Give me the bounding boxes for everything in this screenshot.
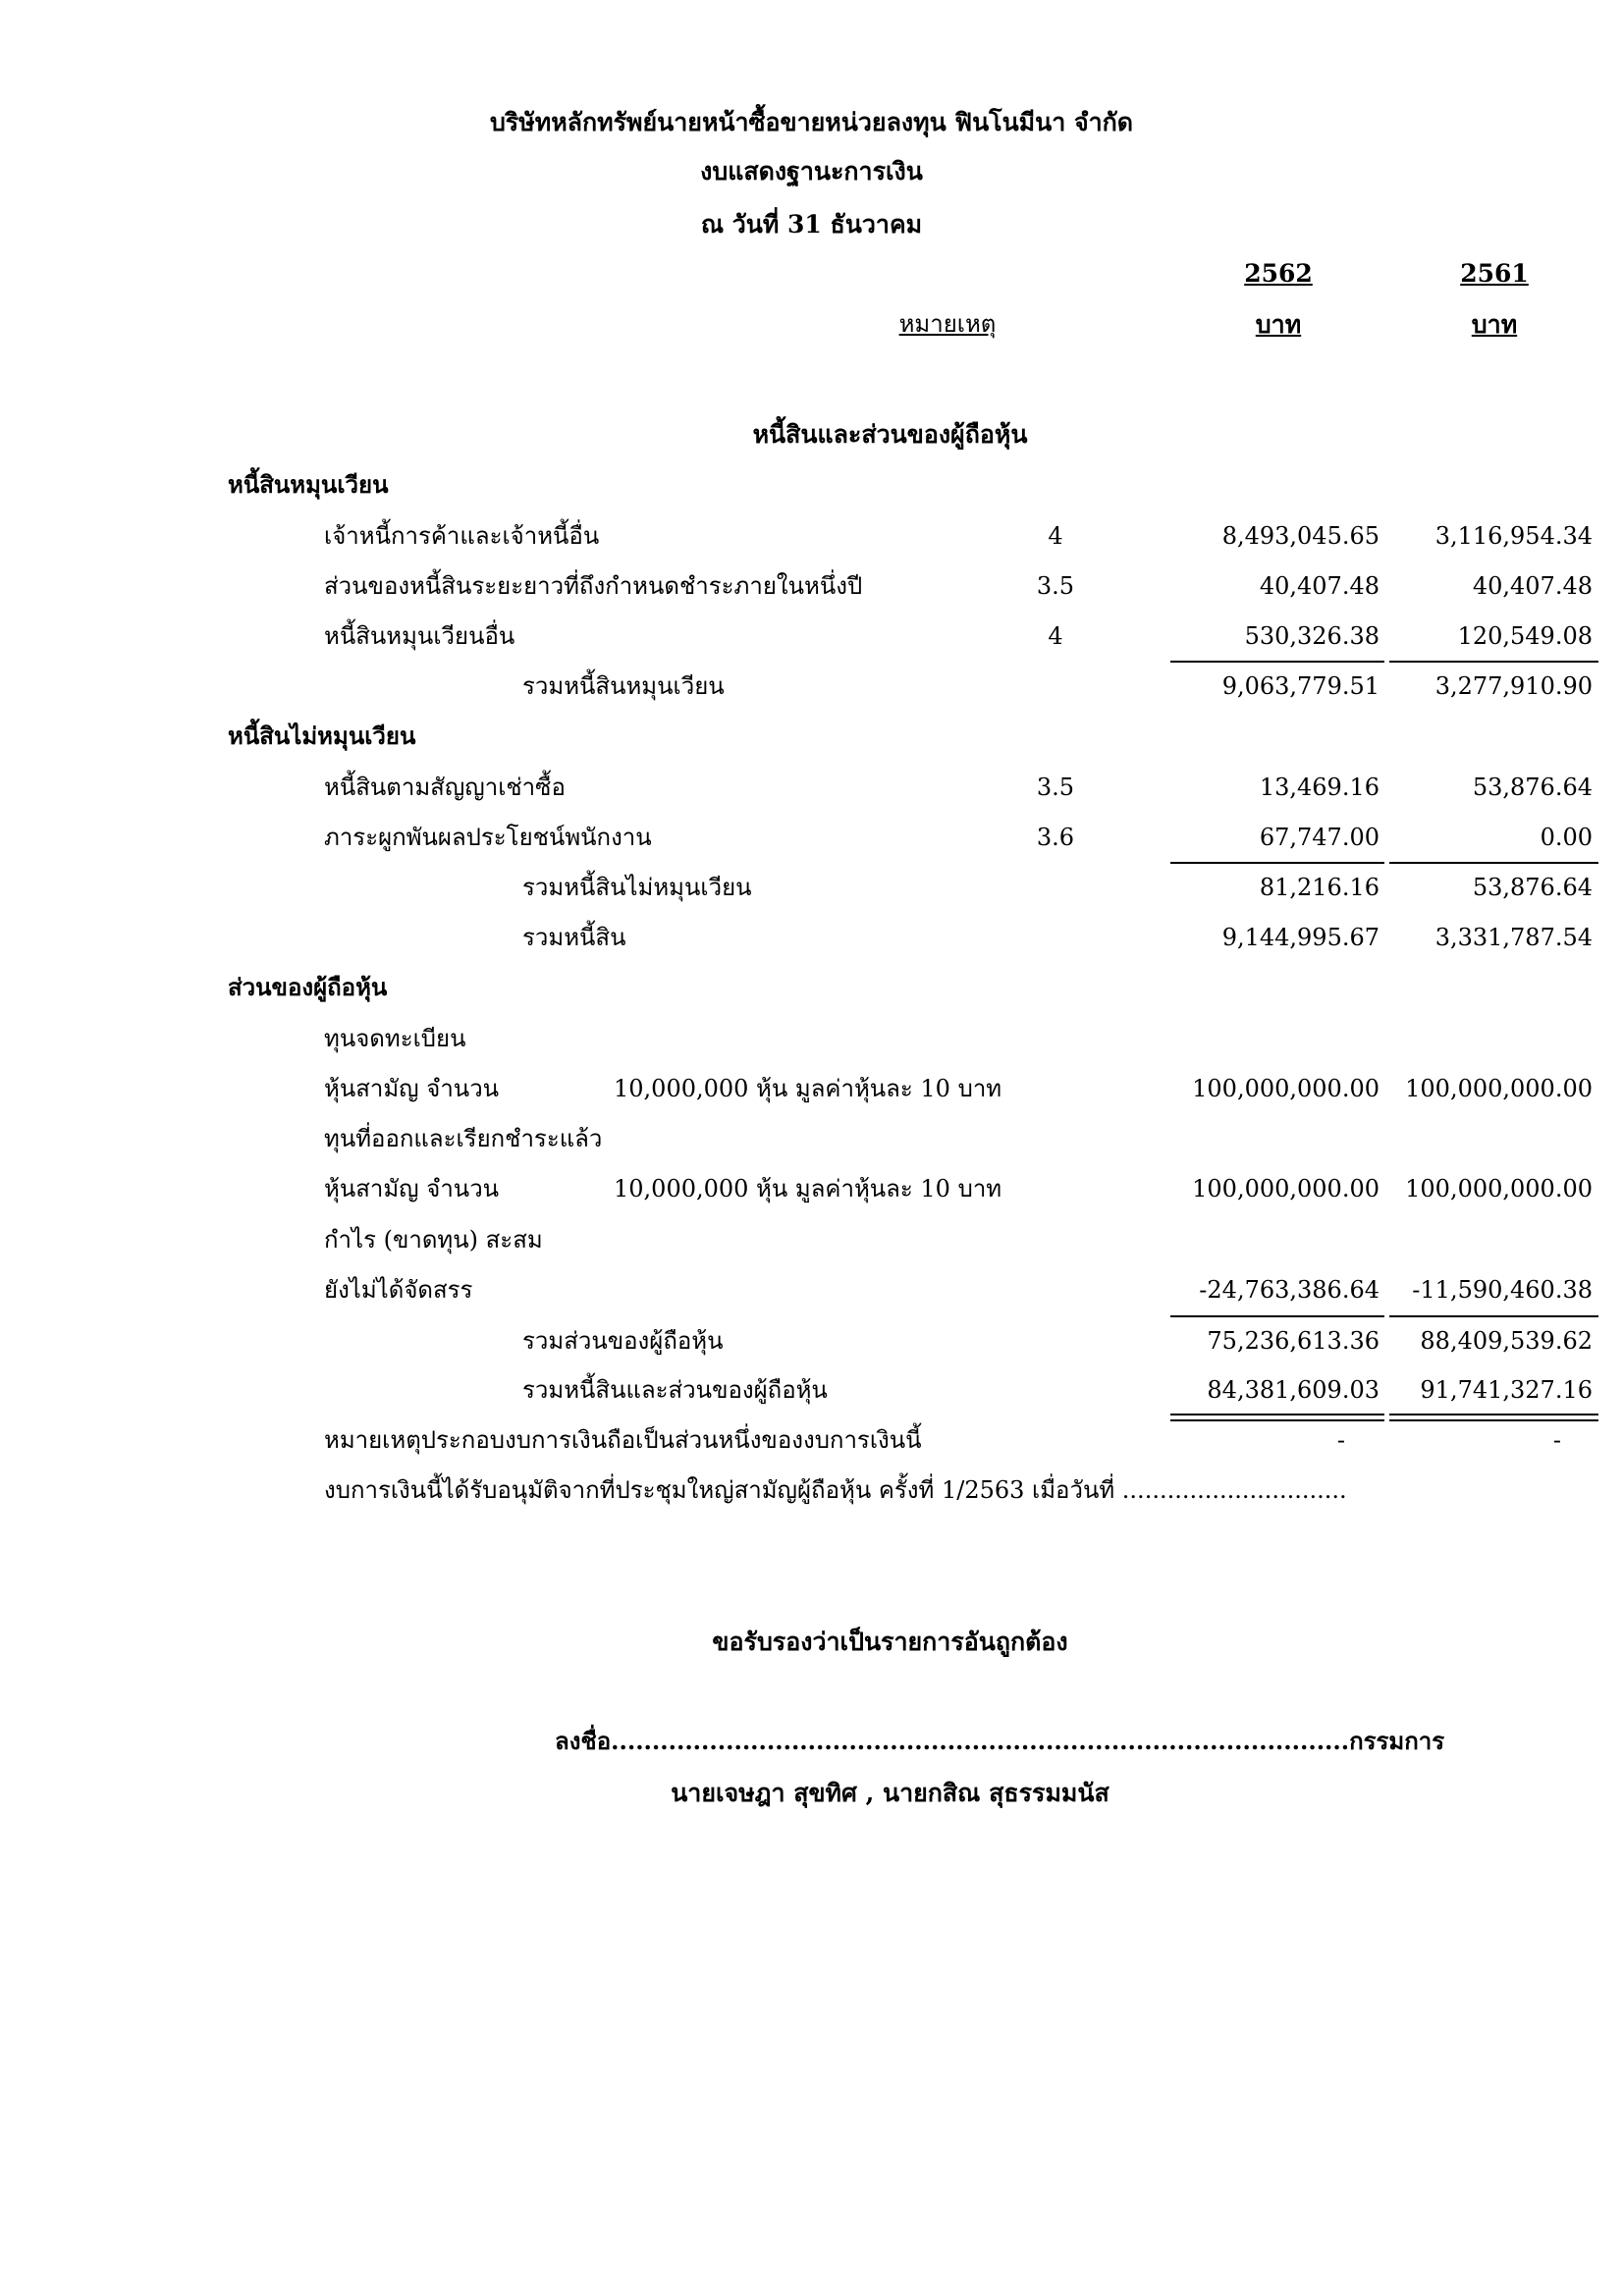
reg-shares-label: หุ้นสามัญ จำนวน bbox=[324, 1075, 500, 1102]
row-label: หนี้สินตามสัญญาเช่าซื้อ bbox=[324, 774, 566, 801]
year-2561-header: 2561 bbox=[1460, 259, 1529, 288]
footnote-2562: - bbox=[1336, 1426, 1345, 1454]
total-noncurrent-2561: 53,876.64 bbox=[1472, 874, 1593, 901]
paid-shares-2562: 100,000,000.00 bbox=[1192, 1175, 1380, 1202]
footnote-text: หมายเหตุประกอบงบการเงินถือเป็นส่วนหนึ่งของงบการเงินนี้ bbox=[324, 1426, 922, 1454]
signers-names: นายเจษฎา สุขทิศ , นายกสิณ สุธรรมมนัส bbox=[671, 1779, 1109, 1807]
value-2562: 8,493,045.65 bbox=[1221, 522, 1380, 550]
unappropriated-label: ยังไม่ได้จัดสรร bbox=[324, 1276, 473, 1304]
row-note: 3.5 bbox=[1036, 572, 1075, 600]
total-noncurrent-label: รวมหนี้สินไม่หมุนเวียน bbox=[522, 874, 752, 901]
equity-heading: ส่วนของผู้ถือหุ้น bbox=[228, 973, 388, 1001]
total-equity-2561: 88,409,539.62 bbox=[1420, 1327, 1593, 1355]
grand-total-label: รวมหนี้สินและส่วนของผู้ถือหุ้น bbox=[522, 1376, 828, 1404]
row-note: 3.5 bbox=[1036, 774, 1075, 801]
row-note: 3.6 bbox=[1036, 824, 1075, 851]
value-2562: 67,747.00 bbox=[1259, 824, 1380, 851]
paid-shares-2561: 100,000,000.00 bbox=[1405, 1175, 1593, 1202]
unappropriated-2562: -24,763,386.64 bbox=[1199, 1276, 1380, 1304]
value-2561: 3,116,954.34 bbox=[1434, 522, 1593, 550]
subtotal-rule bbox=[1170, 661, 1384, 663]
paid-shares-label: หุ้นสามัญ จำนวน bbox=[324, 1175, 500, 1202]
row-label: ภาระผูกพันผลประโยชน์พนักงาน bbox=[324, 824, 652, 851]
subtotal-rule bbox=[1389, 661, 1598, 663]
total-current-2562: 9,063,779.51 bbox=[1221, 672, 1380, 700]
value-2562: 40,407.48 bbox=[1259, 572, 1380, 600]
value-2561: 53,876.64 bbox=[1472, 774, 1593, 801]
total-liabilities-2561: 3,331,787.54 bbox=[1434, 924, 1593, 951]
total-current-label: รวมหนี้สินหมุนเวียน bbox=[522, 672, 725, 700]
row-label: หนี้สินหมุนเวียนอื่น bbox=[324, 622, 515, 650]
certify-text: ขอรับรองว่าเป็นรายการอันถูกต้อง bbox=[712, 1628, 1068, 1656]
retained-earnings-label: กำไร (ขาดทุน) สะสม bbox=[324, 1226, 543, 1254]
total-current-2561: 3,277,910.90 bbox=[1434, 672, 1593, 700]
statement-date: ณ วันที่ 31 ธันวาคม bbox=[700, 210, 923, 239]
total-liabilities-2562: 9,144,995.67 bbox=[1221, 924, 1380, 951]
paid-capital-label: ทุนที่ออกและเรียกชำระแล้ว bbox=[324, 1125, 603, 1152]
total-equity-2562: 75,236,613.36 bbox=[1207, 1327, 1380, 1355]
reg-shares-desc: 10,000,000 หุ้น มูลค่าหุ้นละ 10 บาท bbox=[614, 1075, 1002, 1102]
noncurrent-liabilities-heading: หนี้สินไม่หมุนเวียน bbox=[228, 721, 416, 750]
row-label: ส่วนของหนี้สินระยะยาวที่ถึงกำหนดชำระภายในหนึ่งปี bbox=[324, 572, 863, 600]
year-2562-header: 2562 bbox=[1244, 259, 1313, 288]
total-liabilities-label: รวมหนี้สิน bbox=[522, 924, 626, 951]
row-label: เจ้าหนี้การค้าและเจ้าหนี้อื่น bbox=[324, 522, 600, 550]
current-liabilities-heading: หนี้สินหมุนเวียน bbox=[228, 470, 389, 499]
reg-shares-2562: 100,000,000.00 bbox=[1192, 1075, 1380, 1102]
subtotal-rule bbox=[1389, 862, 1598, 864]
total-equity-label: รวมส่วนของผู้ถือหุ้น bbox=[522, 1327, 724, 1355]
grand-total-2561: 91,741,327.16 bbox=[1420, 1376, 1593, 1404]
row-note: 4 bbox=[1048, 522, 1063, 550]
total-noncurrent-2562: 81,216.16 bbox=[1259, 874, 1380, 901]
reg-shares-2561: 100,000,000.00 bbox=[1405, 1075, 1593, 1102]
subtotal-rule bbox=[1170, 1315, 1384, 1317]
grand-total-double-rule bbox=[1170, 1414, 1384, 1421]
signature-line: ลงชื่อ..........................................................................................กรรมการ bbox=[555, 1727, 1445, 1755]
subtotal-rule bbox=[1170, 862, 1384, 864]
subtotal-rule bbox=[1389, 1315, 1598, 1317]
grand-total-double-rule bbox=[1389, 1414, 1598, 1421]
grand-total-2562: 84,381,609.03 bbox=[1207, 1376, 1380, 1404]
value-2561: 40,407.48 bbox=[1472, 572, 1593, 600]
unit-2561-header: บาท bbox=[1471, 310, 1518, 339]
statement-title: งบแสดงฐานะการเงิน bbox=[700, 157, 923, 186]
paid-shares-desc: 10,000,000 หุ้น มูลค่าหุ้นละ 10 บาท bbox=[614, 1175, 1002, 1202]
unappropriated-2561: -11,590,460.38 bbox=[1412, 1276, 1593, 1304]
approval-text: งบการเงินนี้ได้รับอนุมัติจากที่ประชุมใหญ่สามัญผู้ถือหุ้น ครั้งที่ 1/2563 เมื่อวันที่ .............................. bbox=[324, 1476, 1347, 1504]
value-2562: 530,326.38 bbox=[1244, 622, 1380, 650]
note-column-header: หมายเหตุ bbox=[898, 310, 997, 338]
value-2561: 120,549.08 bbox=[1457, 622, 1593, 650]
value-2561: 0.00 bbox=[1540, 824, 1593, 851]
company-name: บริษัทหลักทรัพย์นายหน้าซื้อขายหน่วยลงทุน ฟินโนมีนา จำกัด bbox=[489, 108, 1134, 136]
value-2562: 13,469.16 bbox=[1259, 774, 1380, 801]
section-title: หนี้สินและส่วนของผู้ถือหุ้น bbox=[752, 420, 1028, 449]
unit-2562-header: บาท bbox=[1255, 310, 1302, 339]
footnote-2561: - bbox=[1552, 1426, 1561, 1454]
row-note: 4 bbox=[1048, 622, 1063, 650]
registered-capital-label: ทุนจดทะเบียน bbox=[324, 1025, 466, 1052]
